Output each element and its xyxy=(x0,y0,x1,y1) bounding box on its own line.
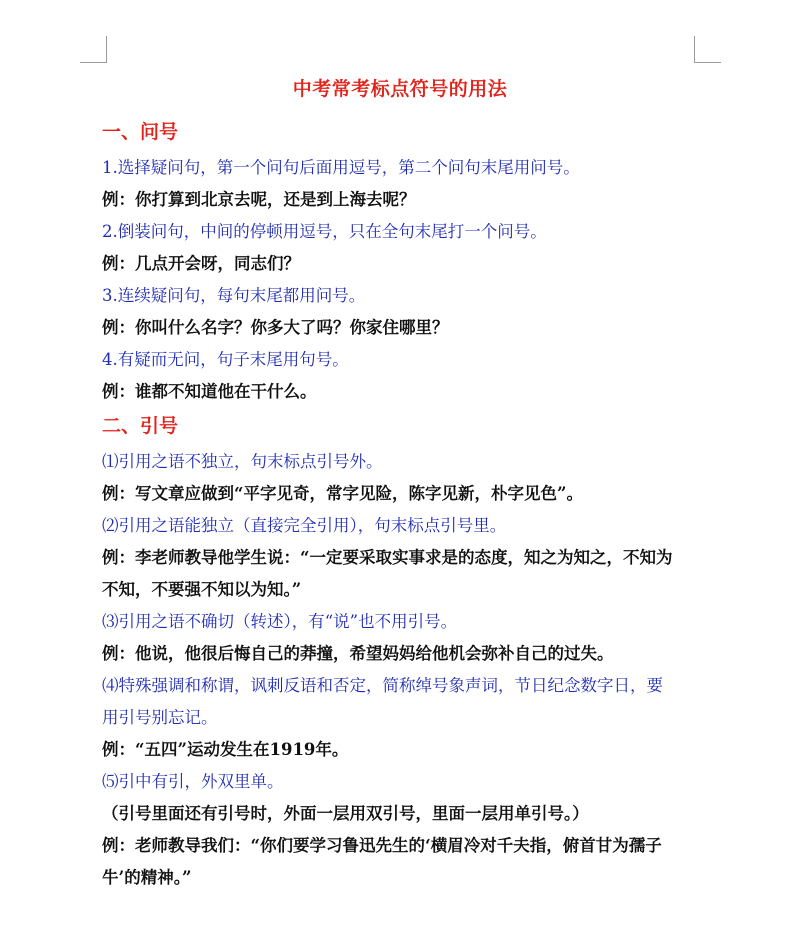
example-line: 例：写文章应做到“平字见奇，常字见险，陈字见新，朴字见色”。 xyxy=(102,484,583,503)
note-line: （引号里面还有引号时，外面一层用双引号，里面一层用单引号。） xyxy=(102,804,589,823)
example-line: 例：他说，他很后悔自己的莽撞，希望妈妈给他机会弥补自己的过失。 xyxy=(102,644,614,663)
rule-line: 用引号别忘记。 xyxy=(102,708,218,727)
rule-line: 2.倒装问句，中间的停顿用逗号，只在全句末尾打一个问号。 xyxy=(102,222,547,241)
rule-line: ⑵引用之语能独立（直接完全引用），句末标点引号里。 xyxy=(102,516,507,535)
rule-line: 3.连续疑问句，每句末尾都用问号。 xyxy=(102,286,366,305)
rule-line: 4.有疑而无问，句子末尾用句号。 xyxy=(102,350,349,369)
rule-line: ⑷特殊强调和称谓，讽刺反语和否定，简称绰号象声词，节日纪念数字日，要 xyxy=(102,676,663,695)
example-line: 例：谁都不知道他在干什么。 xyxy=(102,382,317,401)
section-heading-question-mark: 一、问号 xyxy=(102,121,179,143)
example-line: 例：你叫什么名字？你多大了吗？你家住哪里？ xyxy=(102,318,449,337)
rule-line: ⑴引用之语不独立，句末标点引号外。 xyxy=(102,452,383,471)
section-heading-quotation-marks: 二、引号 xyxy=(102,415,179,437)
example-line: 牛’的精神。” xyxy=(102,868,192,887)
crop-mark-top-left xyxy=(80,36,107,63)
example-line: 例：“五四”运动发生在1919年。 xyxy=(102,740,349,759)
rule-line: ⑸引中有引，外双里单。 xyxy=(102,772,284,791)
rule-line: 1.选择疑问句，第一个问句后面用逗号，第二个问句末尾用问号。 xyxy=(102,158,580,177)
example-line: 不知，不要强不知以为知。” xyxy=(102,580,302,599)
example-line: 例：李老师教导他学生说：“一定要采取实事求是的态度，知之为知之，不知为 xyxy=(102,548,673,567)
example-line: 例：老师教导我们：“你们要学习鲁迅先生的‘横眉冷对千夫指，俯首甘为孺子 xyxy=(102,836,662,855)
example-line: 例：几点开会呀，同志们？ xyxy=(102,254,300,273)
document-title: 中考常考标点符号的用法 xyxy=(292,78,508,100)
crop-mark-top-right xyxy=(694,36,721,63)
rule-line: ⑶引用之语不确切（转述），有“说”也不用引号。 xyxy=(102,612,458,631)
example-line: 例：你打算到北京去呢，还是到上海去呢？ xyxy=(102,190,416,209)
document-body xyxy=(102,116,722,894)
